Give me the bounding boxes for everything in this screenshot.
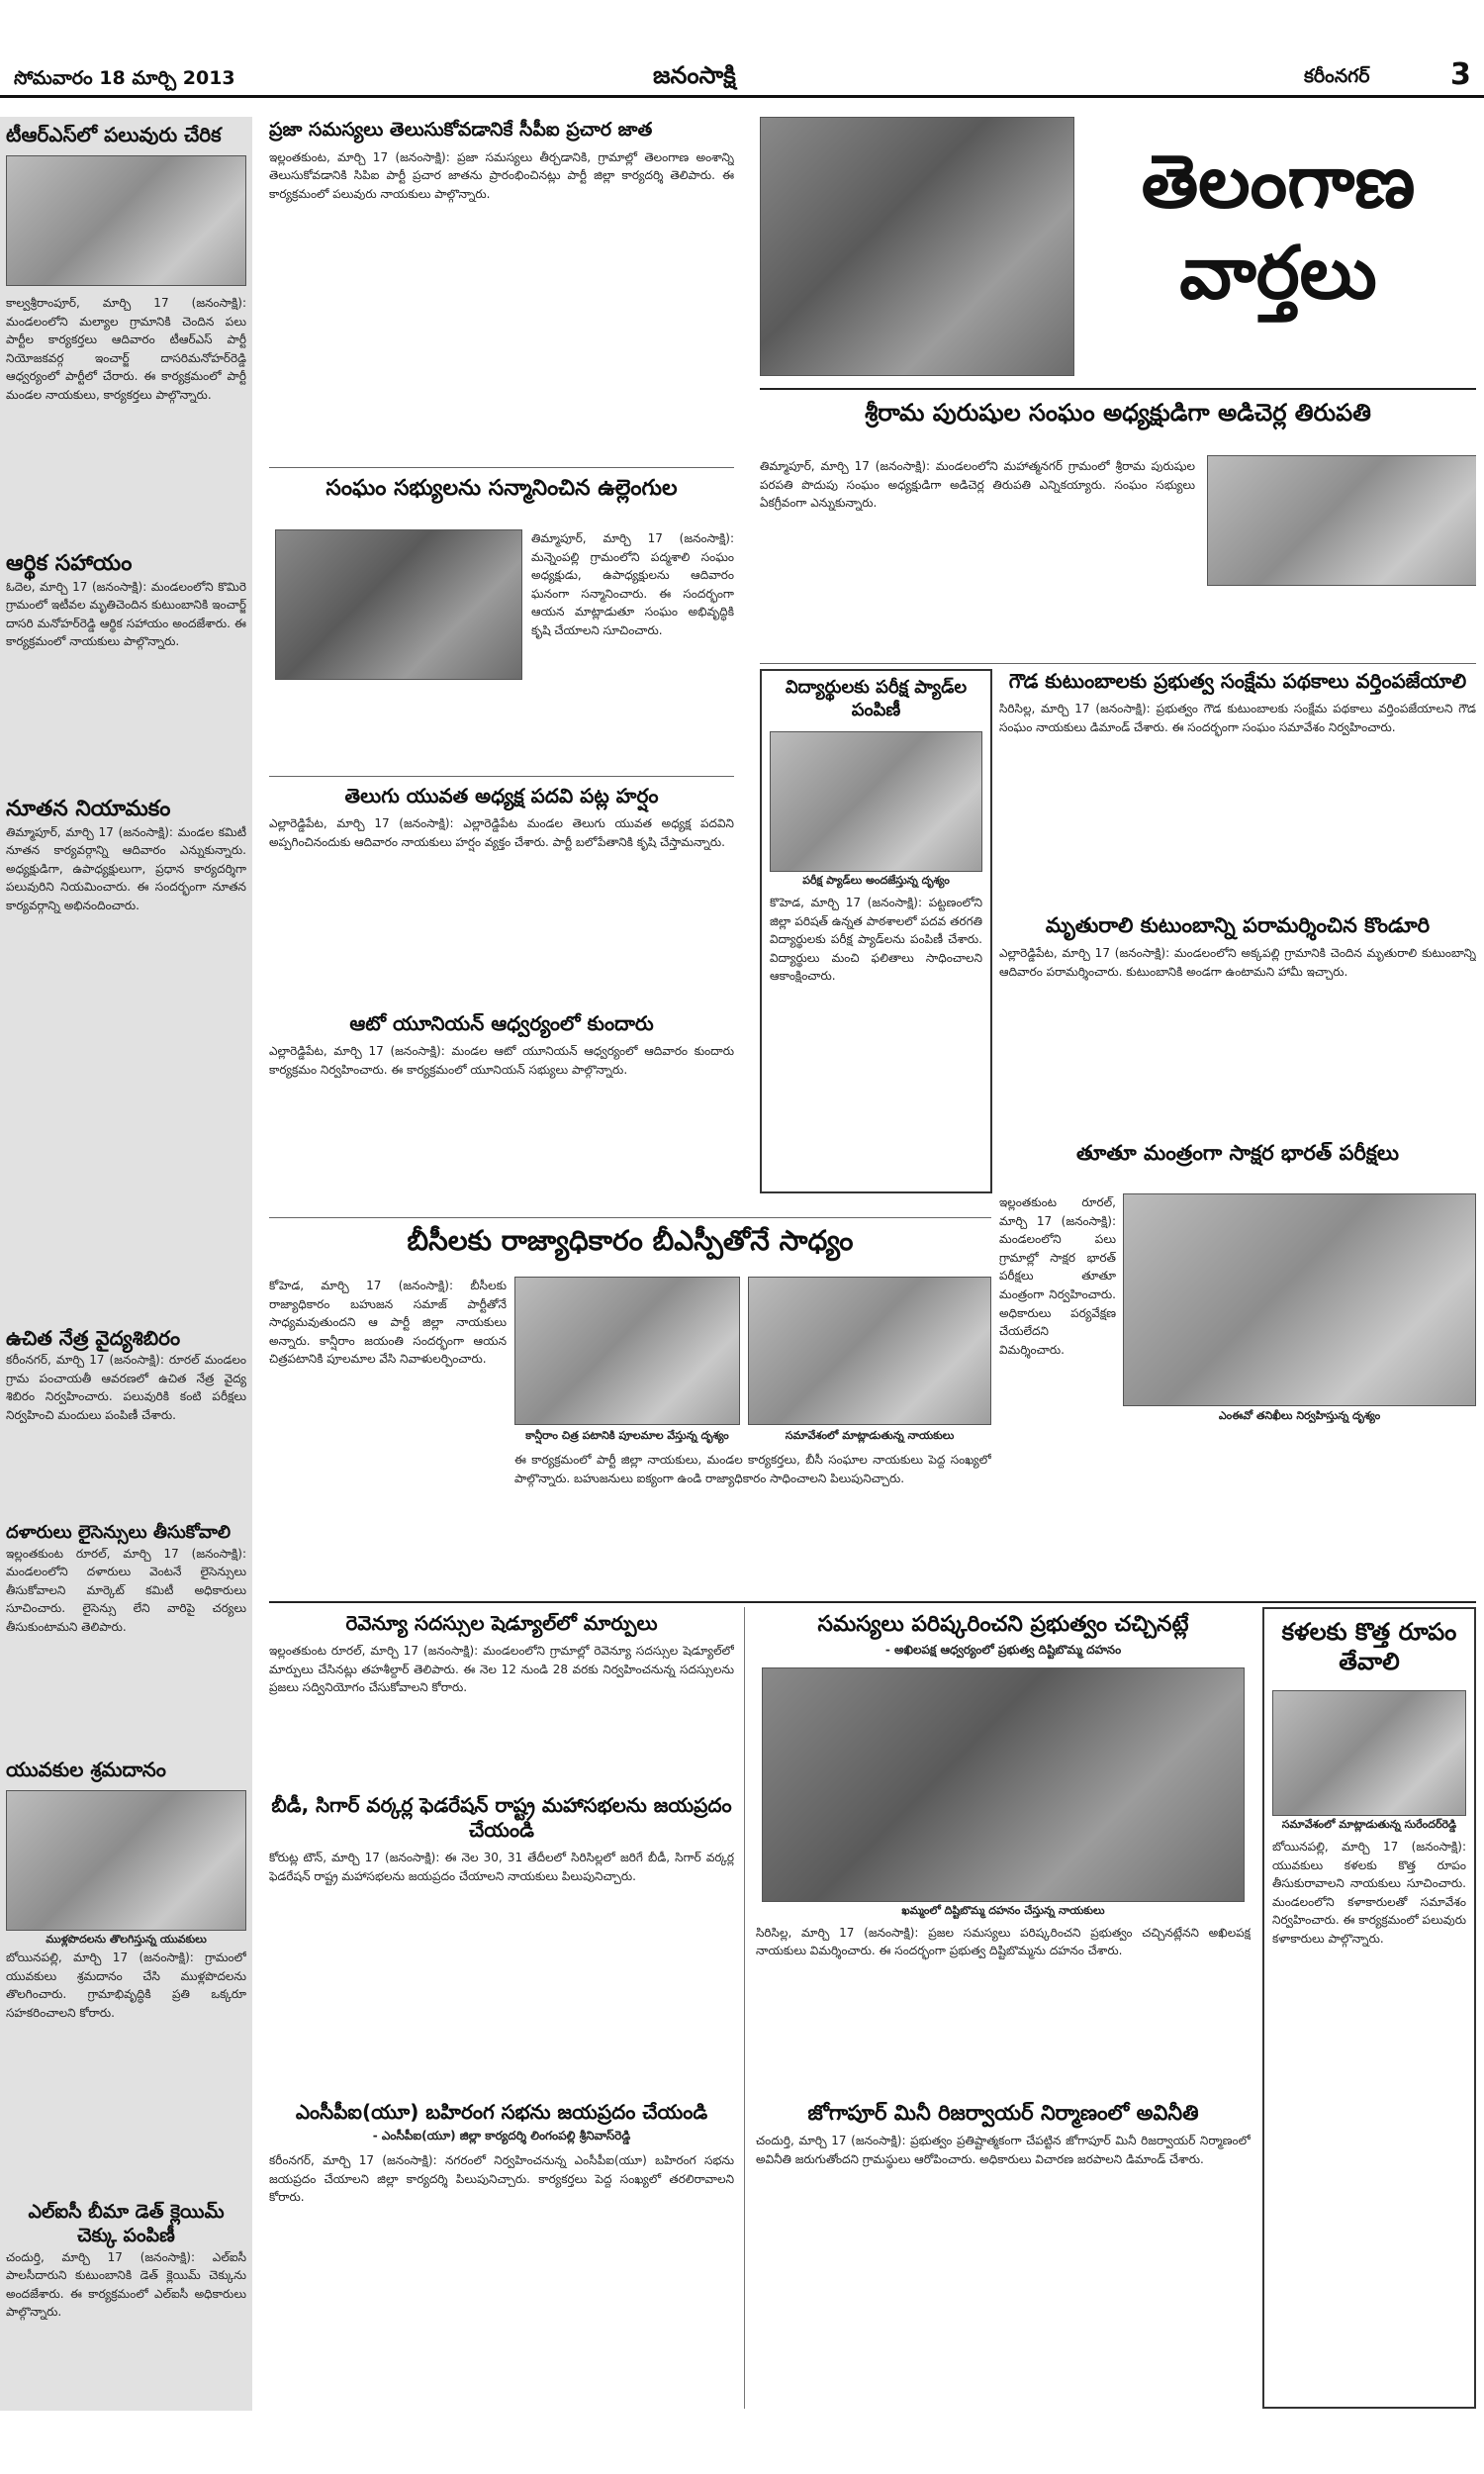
story-body: ఎల్లారెడ్డిపేట, మార్చి 17 (జనంసాక్షి): మండల ఆటో యూనియన్ ఆధ్వర్యంలో ఆదివారం కుందారు కార్యక్రమం నిర్వహించారు. ఈ కార్యక్రమంలో యూనియన్ సభ్యులు పాల్గొన్నారు. xyxy=(269,1044,734,1077)
sidebar-photo xyxy=(6,1790,246,1931)
sidebar-story xyxy=(6,1758,246,2193)
divider xyxy=(269,1217,991,1218)
story-headline: సమస్యలు పరిష్కరించని ప్రభుత్వం చచ్చినట్లే xyxy=(817,1612,1189,1637)
story-body: ఎల్లారెడ్డిపేట, మార్చి 17 (జనంసాక్షి): ఎల్లారెడ్డిపేట మండల తెలుగు యువత అధ్యక్ష పదవిని అప్పగించినందుకు ఆదివారం నాయకులు హర్షం వ్యక్తం చేశారు. పార్టీ బలోపేతానికి కృషి చేస్తామన్నారు. xyxy=(269,816,734,849)
sidebar-story xyxy=(6,796,246,1320)
story-body: చందుర్తి, మార్చి 17 (జనంసాక్షి): ప్రభుత్వం ప్రతిష్టాత్మకంగా చేపట్టిన జోగాపూర్ మినీ రిజర్వాయర్ నిర్మాణంలో అవినీతి జరుగుతోందని గ్రామస్థులు ఆరోపించారు. అధికారులు విచారణ జరపాలని డిమాండ్ చేశారు. xyxy=(756,2134,1251,2166)
photo-caption: పరీక్ష ప్యాడ్‌లు అందజేస్తున్న దృశ్యం xyxy=(802,874,950,887)
story-jogapur xyxy=(756,2100,1251,2407)
story-headline: ఎంసీపీఐ(యూ) బహిరంగ సభను జయప్రదం చేయండి xyxy=(295,2100,708,2124)
story-sriram-sangham xyxy=(760,398,1476,660)
story-headline: కళలకు కొత్త రూపం తేవాలి xyxy=(1281,1618,1457,1675)
story-bc-col1 xyxy=(269,1277,507,1593)
story-body: తిమ్మాపూర్, మార్చి 17 (జనంసాక్షి): మండలంలోని మహాత్మనగర్ గ్రామంలో శ్రీరామ పురుషుల పరపతి పొదుపు సంఘం అధ్యక్షుడిగా అడిచెర్ల తిరుపతి ఎన్నికయ్యారు. సంఘం సభ్యులు ఏకగ్రీవంగా ఎన్నుకున్నారు. xyxy=(760,459,1195,511)
sidebar-story xyxy=(6,123,246,548)
story-headline: గౌడ కుటుంబాలకు ప్రభుత్వ సంక్షేమ పథకాలు వర్తింపజేయాలి xyxy=(1008,669,1467,693)
bc-photo-1 xyxy=(514,1277,740,1425)
bc-banner-headline: బీసీలకు రాజ్యాధికారం బీఎస్పీతోనే సాధ్యం xyxy=(407,1224,854,1257)
sidebar-body: కాల్వశ్రీరాంపూర్, మార్చి 17 (జనంసాక్షి): మండలంలోని మల్యాల గ్రామానికి చెందిన పలు పార్టీల కార్యకర్తలు ఆదివారం టీఆర్ఎస్ పార్టీ నియోజకవర్గ ఇంచార్జ్ దాసరిమనోహర్‌రెడ్డి ఆధ్వర్యంలో పార్టీలో చేరారు. ఈ కార్యక్రమంలో పార్టీ మండల నాయకులు, కార్యకర్తలు పాల్గొన్నారు. xyxy=(6,296,246,402)
edition-name: కరీంనగర్ xyxy=(1304,65,1370,87)
story-body: ఎల్లారెడ్డిపేట, మార్చి 17 (జనంసాక్షి): మండలంలోని అక్కపల్లి గ్రామానికి చెందిన మృతురాలి కుటుంబాన్ని ఆదివారం పరామర్శించారు. కుటుంబానికి అండగా ఉంటామని హామీ ఇచ్చారు. xyxy=(999,946,1476,979)
fort-photo xyxy=(760,117,1074,376)
story-headline: జోగాపూర్ మినీ రిజర్వాయర్ నిర్మాణంలో అవినీతి xyxy=(807,2101,1199,2125)
left-sidebar xyxy=(0,117,252,2411)
story-headline: మృతురాలి కుటుంబాన్ని పరామర్శించిన కొండూరి xyxy=(1045,913,1431,937)
story-beedi xyxy=(269,1793,734,2095)
bc-photo-2 xyxy=(748,1277,991,1425)
story-kondoori xyxy=(999,912,1476,1135)
story-headline: విద్యార్థులకు పరీక్ష ప్యాడ్‌ల పంపిణీ xyxy=(785,677,968,720)
sidebar-body: చందుర్తి, మార్చి 17 (జనంసాక్షి): ఎల్ఐసీ పాలసీదారుని కుటుంబానికి డెత్ క్లెయిమ్ చెక్కును అందజేశారు. ఈ కార్యక్రమంలో ఎల్ఐసీ అధికారులు పాల్గొన్నారు. xyxy=(6,2249,246,2320)
sidebar-headline: నూతన నియామకం xyxy=(6,797,171,821)
story-body: ఇల్లంతకుంట రూరల్, మార్చి 17 (జనంసాక్షి): మండలంలోని గ్రామాల్లో రెవెన్యూ సదస్సుల షెడ్యూల్‌లో మార్పులు చేసినట్లు తహశీల్దార్ తెలిపారు. ఈ నెల 12 నుండి 28 వరకు నిర్వహించనున్న సదస్సులను ప్రజలు సద్వినియోగం చేసుకోవాలని కోరారు. xyxy=(269,1644,734,1695)
story-body: ఇల్లంతకుంట, మార్చి 17 (జనంసాక్షి): ప్రజా సమస్యలు తీర్చడానికి, గ్రామాల్లో తెలంగాణ అంశాన్ని తెలుసుకోవడానికి సిపిఐ పార్టీ ప్రచార జాతను ప్రారంభించినట్లు పార్టీ జిల్లా కార్యదర్శి తెలిపారు. ఈ కార్యక్రమంలో పలువురు నాయకులు పాల్గొన్నారు. xyxy=(269,149,734,201)
masthead xyxy=(0,0,1484,92)
divider xyxy=(269,1601,1476,1603)
story-kalalu xyxy=(1262,1607,1476,2409)
story-body: బోయినపల్లి, మార్చి 17 (జనంసాక్షి): యువకులు కళలకు కొత్త రూపం తీసుకురావాలని నాయకులు సూచించారు. మండలంలోని కళాకారులతో సమావేశం నిర్వహించారు. ఈ కార్యక్రమంలో పలువురు కళాకారులు పాల్గొన్నారు. xyxy=(1272,1840,1466,1946)
sidebar-body: ఓదెల, మార్చి 17 (జనంసాక్షి): మండలంలోని కొమిరె గ్రామంలో ఇటీవల మృతిచెందిన కుటుంబానికి ఇంచార్జ్ దాసరి మనోహర్‌రెడ్డి ఆర్థిక సహాయం అందజేశారు. ఈ కార్యక్రమంలో నాయకులు పాల్గొన్నారు. xyxy=(6,579,246,649)
divider xyxy=(269,467,734,468)
story-photo xyxy=(1207,455,1476,586)
story-body: ఈ కార్యక్రమంలో పార్టీ జిల్లా నాయకులు, మండల కార్యకర్తలు, బీసీ సంఘాల నాయకులు పెద్ద సంఖ్యలో పాల్గొన్నారు. బహుజనులు ఐక్యంగా ఉండి రాజ్యాధికారం సాధించాలని పిలుపునిచ్చారు. xyxy=(514,1453,991,1485)
newspaper-logo: జనంసాక్షి xyxy=(653,61,736,89)
divider xyxy=(760,663,1476,664)
story-photo xyxy=(770,731,982,872)
divider xyxy=(269,776,734,777)
sidebar-body: కరీంనగర్, మార్చి 17 (జనంసాక్షి): రూరల్ మండలం గ్రామ పంచాయతీ ఆవరణలో ఉచిత నేత్ర వైద్య శిబిరం నిర్వహించారు. పలువురికి కంటి పరీక్షలు నిర్వహించి మందులు పంపిణీ చేశారు. xyxy=(6,1353,246,1422)
sidebar-headline: ఎల్ఐసీ బీమా డెత్ క్లెయిమ్ చెక్కు పంపిణీ xyxy=(28,2201,225,2246)
story-mcpi xyxy=(269,2100,734,2407)
section-banner xyxy=(1080,117,1476,376)
sidebar-story xyxy=(6,1522,246,1750)
story-auto-union xyxy=(269,1011,734,1214)
sidebar-photo xyxy=(6,155,246,286)
story-subhead: - ఎంసీపీఐ(యూ) జిల్లా కార్యదర్శి లింగంపల్లి శ్రీనివాస్‌రెడ్డి xyxy=(372,2129,631,2142)
sidebar-headline: యువకుల శ్రమదానం xyxy=(6,1758,166,1781)
story-photo xyxy=(762,1667,1245,1902)
photo-caption: సమావేశంలో మాట్లాడుతున్న నాయకులు xyxy=(785,1429,955,1442)
story-literacy xyxy=(999,1193,1116,1416)
story-headline: తూతూ మంత్రంగా సాక్షర భారత్ పరీక్షలు xyxy=(1075,1141,1400,1165)
photo-caption: ఎంఈవో తనిఖీలు నిర్వహిస్తున్న దృశ్యం xyxy=(1218,1409,1381,1422)
story-photo xyxy=(1272,1690,1466,1816)
story-body: కొహెడ, మార్చి 17 (జనంసాక్షి): పట్టణంలోని జిల్లా పరిషత్ ఉన్నత పాఠశాలలో పదవ తరగతి విద్యార్థులకు పరీక్ష ప్యాడ్‌లను పంపిణీ చేశారు. విద్యార్థులు మంచి ఫలితాలు సాధించాలని ఆకాంక్షించారు. xyxy=(770,896,982,984)
sidebar-headline: ఉచిత నేత్ర వైద్యశిబిరం xyxy=(6,1326,181,1350)
story-subhead: - అఖిలపక్ష ఆధ్వర్యంలో ప్రభుత్వ దిష్టిబొమ్మ దహనం xyxy=(884,1642,1122,1657)
story-cpi-jatha xyxy=(269,119,734,460)
photo-caption: సమావేశంలో మాట్లాడుతున్న సురేందర్‌రెడ్డి xyxy=(1281,1818,1457,1831)
sidebar-story xyxy=(6,1326,246,1514)
banner-title-line2: వార్తలు xyxy=(1179,230,1377,316)
story-bc-col2 xyxy=(514,1451,991,1599)
story-literacy-head xyxy=(999,1140,1476,1199)
story-revenue xyxy=(269,1611,734,1789)
issue-date: సోమవారం 18 మార్చి 2013 xyxy=(14,67,235,89)
photo-caption: కాన్షీరాం చిత్ర పటానికి పూలమాల వేస్తున్న దృశ్యం xyxy=(525,1429,729,1442)
sidebar-story xyxy=(6,2201,246,2404)
story-headline: బీడీ, సిగార్ వర్కర్ల ఫెడరేషన్ రాష్ట్ర మహాసభలను జయప్రదం చేయండి xyxy=(271,1793,732,1842)
story-headline: తెలుగు యువత అధ్యక్ష పదవి పట్ల హర్షం xyxy=(344,784,659,808)
story-samasyalu xyxy=(756,1611,1251,2096)
story-body: కోహెడ, మార్చి 17 (జనంసాక్షి): బీసీలకు రాజ్యాధికారం బహుజన సమాజ్ పార్టీతోనే సాధ్యమవుతుందని ఆ పార్టీ జిల్లా నాయకులు అన్నారు. కాన్షీరాం జయంతి సందర్భంగా ఆయన చిత్రపటానికి పూలమాల వేసి నివాళులర్పించారు. xyxy=(269,1279,507,1367)
story-headline: ప్రజా సమస్యలు తెలుసుకోవడానికే సీపీఐ ప్రచార జాత xyxy=(269,119,653,141)
story-exam-pads xyxy=(760,669,992,1193)
story-body: కోరుట్ల టౌన్, మార్చి 17 (జనంసాక్షి): ఈ నెల 30, 31 తేదీలలో సిరిసిల్లలో జరిగే బీడీ, సిగార్ వర్కర్ల ఫెడరేషన్ రాష్ట్ర మహాసభలను జయప్రదం చేయాలని నాయకులు పిలుపునిచ్చారు. xyxy=(269,1851,734,1883)
story-gouda xyxy=(999,669,1476,906)
sidebar-body: ఇల్లంతకుంట రూరల్, మార్చి 17 (జనంసాక్షి): మండలంలోని దళారులు వెంటనే లైసెన్సులు తీసుకోవాలని మార్కెట్ కమిటీ అధికారులు సూచించారు. లైసెన్సు లేని వారిపై చర్యలు తీసుకుంటామని తెలిపారు. xyxy=(6,1546,246,1634)
masthead-rule xyxy=(0,95,1484,98)
column-divider xyxy=(744,1607,745,2409)
story-headline: సంఘం సభ్యులను సన్మానించిన ఉల్లెంగుల xyxy=(325,476,678,501)
sidebar-headline: ఆర్థిక సహాయం xyxy=(6,551,133,576)
photo-caption: ముళ్లపొదలను తొలగిస్తున్న యువకులు xyxy=(46,1933,207,1946)
story-headline: శ్రీరామ పురుషుల సంఘం అధ్యక్షుడిగా అడిచెర్ల తిరుపతి xyxy=(865,399,1371,427)
page-number: 3 xyxy=(1450,57,1471,92)
story-body: తిమ్మాపూర్, మార్చి 17 (జనంసాక్షి): మన్నెంపల్లి గ్రామంలోని పద్మశాలి సంఘం అధ్యక్షుడు, ఉపాధ్యక్షులను ఆదివారం ఘనంగా సన్మానించారు. ఈ సందర్భంగా ఆయన మాట్లాడుతూ సంఘం అభివృద్ధికి కృషి చేయాలని సూచించారు. xyxy=(531,531,734,637)
story-telugu-yuvatha xyxy=(269,784,734,1006)
story-body: సిరిసిల్ల, మార్చి 17 (జనంసాక్షి): ప్రభుత్వం గౌడ కుటుంబాలకు సంక్షేమ పథకాలు వర్తింపజేయాలని గౌడ సంఘం నాయకులు డిమాండ్ చేశారు. ఈ సందర్భంగా సంఘం సమావేశం నిర్వహించారు. xyxy=(999,702,1476,734)
story-body: కరీంనగర్, మార్చి 17 (జనంసాక్షి): నగరంలో నిర్వహించనున్న ఎంసీపీఐ(యూ) బహిరంగ సభను జయప్రదం చేయాలని జిల్లా కార్యదర్శి పిలుపునిచ్చారు. కార్యకర్తలు పెద్ద సంఖ్యలో తరలిరావాలని కోరారు. xyxy=(269,2153,734,2205)
story-sanghm-sanmanam xyxy=(269,475,734,772)
photo-caption: ఖమ్మంలో దిష్టిబొమ్మ దహనం చేస్తున్న నాయకులు xyxy=(901,1903,1105,1917)
banner-title-line1: తెలంగాణ xyxy=(1141,140,1416,225)
sidebar-body: బోయినపల్లి, మార్చి 17 (జనంసాక్షి): గ్రామంలో యువకులు శ్రమదానం చేసి ముళ్లపొదలను తొలగించారు. గ్రామాభివృద్ధికి ప్రతి ఒక్కరూ సహకరించాలని కోరారు. xyxy=(6,1951,246,2020)
divider xyxy=(760,388,1476,390)
story-headline: ఆటో యూనియన్ ఆధ్వర్యంలో కుందారు xyxy=(349,1011,654,1035)
sidebar-headline: దళారులు లైసెన్సులు తీసుకోవాలి xyxy=(6,1522,232,1543)
literacy-photo xyxy=(1123,1193,1476,1406)
story-body: సిరిసిల్ల, మార్చి 17 (జనంసాక్షి): ప్రజల సమస్యలు పరిష్కరించని ప్రభుత్వం చచ్చినట్లేనని అఖిలపక్ష నాయకులు విమర్శించారు. ఈ సందర్భంగా ప్రభుత్వ దిష్టిబొమ్మను దహనం చేశారు. xyxy=(756,1925,1251,1958)
sidebar-body: తిమ్మాపూర్, మార్చి 17 (జనంసాక్షి): మండల కమిటీ నూతన కార్యవర్గాన్ని ఆదివారం ఎన్నుకున్నారు. అధ్యక్షుడిగా, ఉపాధ్యక్షులుగా, ప్రధాన కార్యదర్శిగా పలువురిని నియమించారు. ఈ సందర్భంగా నూతన కార్యవర్గాన్ని అభినందించారు. xyxy=(6,824,246,912)
story-headline: రెవెన్యూ సదస్సుల షెడ్యూల్‌లో మార్పులు xyxy=(345,1611,658,1635)
story-body: ఇల్లంతకుంట రూరల్, మార్చి 17 (జనంసాక్షి): మండలంలోని పలు గ్రామాల్లో సాక్షర భారత్ పరీక్షలు తూతూ మంత్రంగా నిర్వహించారు. అధికారులు పర్యవేక్షణ చేయలేదని విమర్శించారు. xyxy=(999,1195,1116,1357)
story-photo xyxy=(275,529,522,680)
sidebar-headline: టీఆర్ఎస్‌లో పలువురు చేరిక xyxy=(6,123,222,146)
sidebar-story xyxy=(6,550,246,788)
